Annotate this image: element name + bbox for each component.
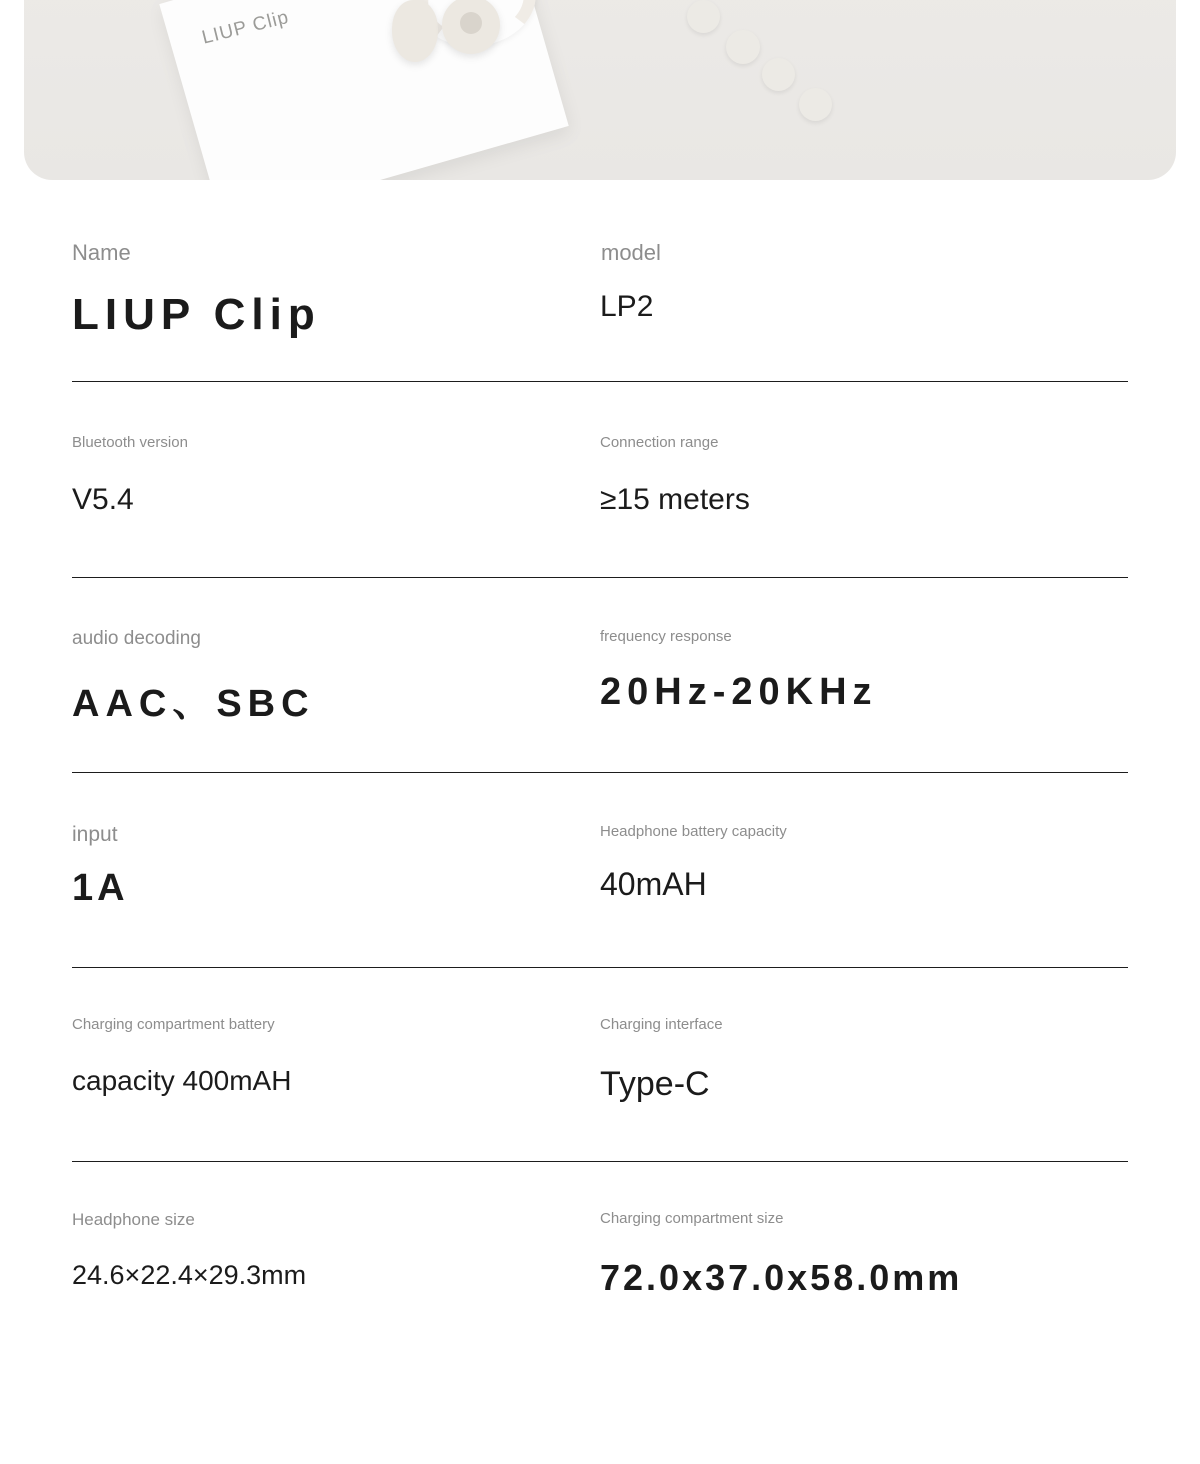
earbud-left [392, 0, 438, 62]
spec-value: V5.4 [72, 483, 134, 516]
spec-value: 72.0x37.0x58.0mm [600, 1257, 963, 1298]
hero-background [24, 0, 1176, 180]
spec-label: Charging compartment battery [72, 1016, 275, 1033]
spec-label: model [601, 240, 661, 265]
spec-cell-charging-interface [600, 1016, 1128, 1161]
spec-cell-name [72, 240, 600, 381]
spec-cell-input [72, 823, 600, 967]
eartip-dot [687, 0, 720, 33]
spec-cell-headphone-size [72, 1210, 600, 1362]
spec-row [72, 182, 1128, 382]
spec-label: Connection range [600, 434, 719, 451]
spec-value: 40mAH [600, 866, 707, 902]
spec-label: Bluetooth version [72, 434, 188, 451]
spec-cell-model [600, 240, 1128, 381]
spec-value: 24.6×22.4×29.3mm [72, 1260, 307, 1290]
spec-row [72, 773, 1128, 968]
spec-cell-charging-compartment-battery [72, 1016, 600, 1161]
spec-cell-headphone-battery-capacity [600, 823, 1128, 967]
spec-value: LIUP Clip [72, 290, 321, 339]
spec-row [72, 1162, 1128, 1362]
spec-cell-connection-range [600, 434, 1128, 577]
spec-value: 1A [72, 867, 129, 909]
spec-row [72, 578, 1128, 773]
spec-value: ≥15 meters [600, 483, 750, 516]
specifications-table [0, 182, 1200, 1362]
spec-cell-charging-compartment-size [600, 1210, 1128, 1362]
spec-cell-bluetooth-version [72, 434, 600, 577]
paper-caption: LIUP Clip [199, 6, 292, 49]
spec-value: Type-C [600, 1065, 710, 1103]
spec-label: Charging interface [600, 1016, 723, 1033]
spec-cell-frequency-response [600, 628, 1128, 772]
spec-label: Headphone size [72, 1210, 195, 1229]
spec-cell-audio-decoding [72, 628, 600, 772]
spec-value: capacity 400mAH [72, 1065, 292, 1096]
earbud-driver-detail [460, 12, 482, 34]
spec-value: LP2 [600, 290, 654, 323]
eartip-dot [799, 88, 832, 121]
spec-label: audio decoding [72, 628, 201, 649]
spec-row [72, 382, 1128, 578]
eartip-dot [762, 58, 795, 91]
product-hero-image [0, 0, 1200, 182]
eartip-dot [726, 30, 760, 64]
spec-value: AAC、SBC [72, 683, 315, 725]
spec-label: Charging compartment size [600, 1210, 784, 1227]
spec-value: 20Hz-20KHz [600, 671, 878, 713]
spec-row [72, 968, 1128, 1162]
spec-label: Name [72, 240, 131, 265]
spec-label: frequency response [600, 628, 732, 645]
spec-label: Headphone battery capacity [600, 823, 787, 840]
spec-label: input [72, 823, 118, 846]
